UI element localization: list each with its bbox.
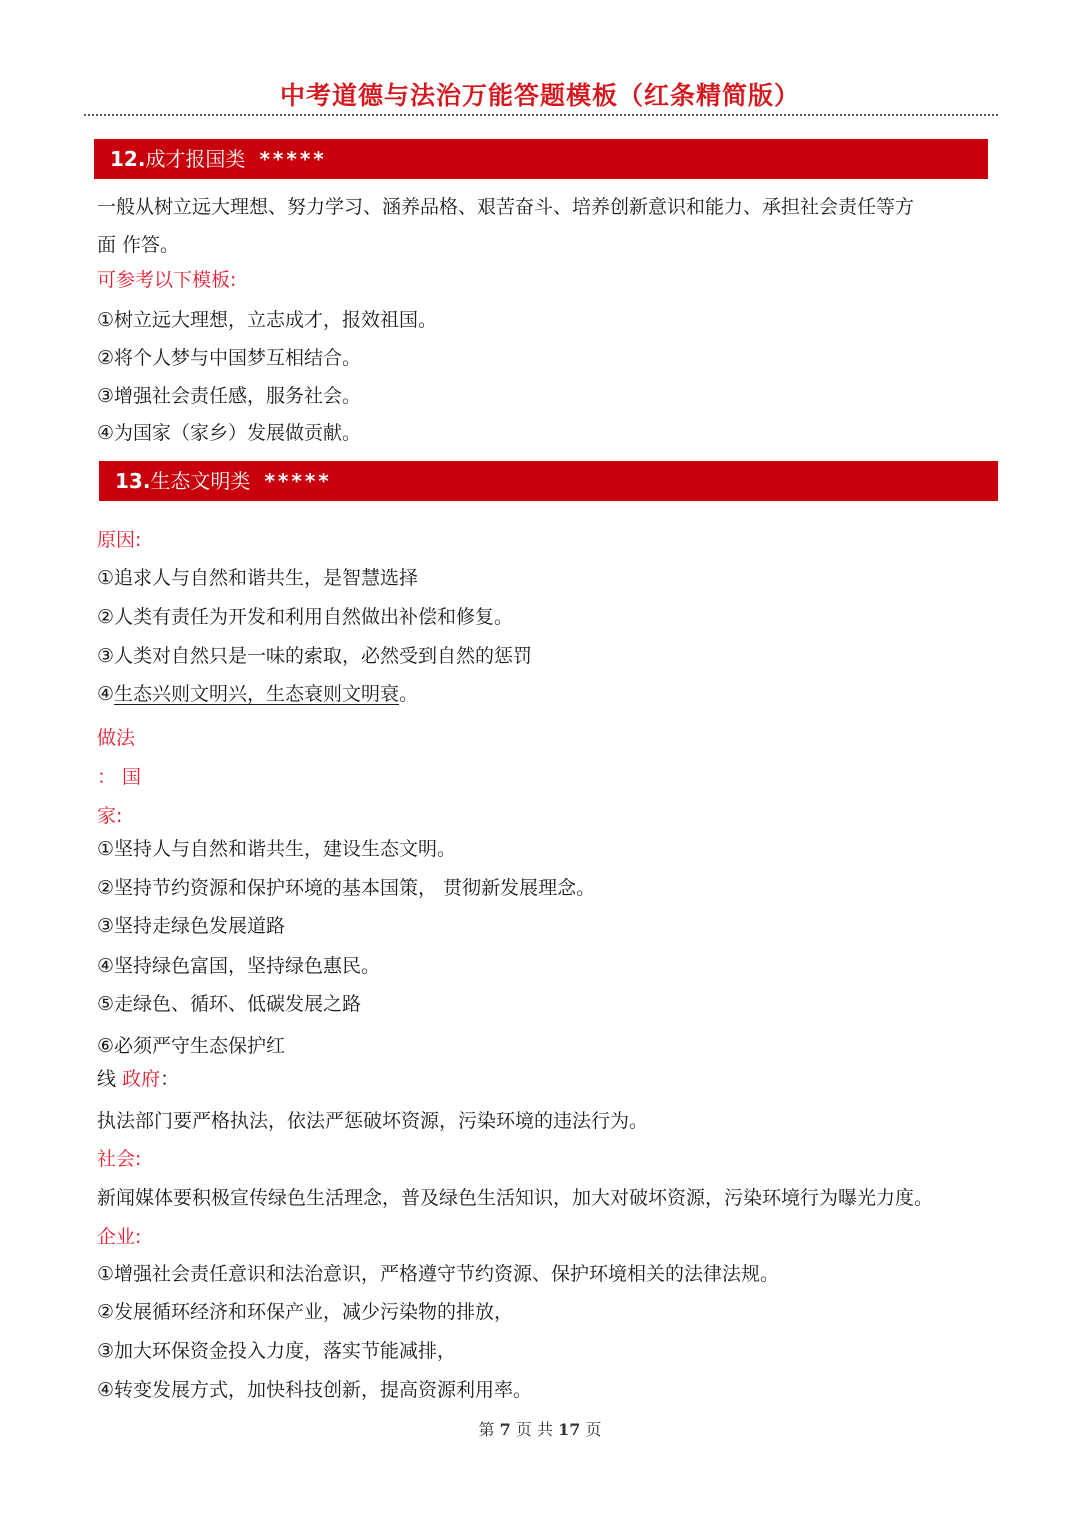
government-colon: ： — [160, 1068, 180, 1090]
section-12-item-3: ③增强社会责任感，服务社会。 — [97, 385, 362, 407]
state-item-5: ⑤走绿色、循环、低碳发展之路 — [97, 993, 362, 1015]
reason-item-1: ①追求人与自然和谐共生，是智慧选择 — [97, 567, 419, 589]
government-text: 执法部门要严格执法，依法严惩破坏资源，污染环境的违法行为。 — [97, 1110, 649, 1132]
section-12-template-label: 可参考以下模板: — [97, 269, 237, 291]
section-13-stars: ***** — [264, 469, 332, 493]
footer-prefix: 第 — [478, 1420, 495, 1439]
society-text: 新闻媒体要积极宣传绿色生活理念，普及绿色生活知识，加大对破坏资源，污染环境行为曝光力度。 — [97, 1187, 934, 1209]
footer-current-page: 7 — [499, 1420, 511, 1439]
footer-middle: 页 共 — [515, 1420, 553, 1439]
state-item-1: ①坚持人与自然和谐共生，建设生态文明。 — [97, 838, 457, 860]
method-label: 做法 — [97, 727, 136, 749]
section-13-number: 13. — [115, 469, 151, 493]
method-colon-line: ： 国 — [97, 766, 142, 788]
reason-label: 原因: — [97, 529, 142, 551]
government-heading — [97, 1062, 997, 1096]
state-item-2: ②坚持节约资源和保护环境的基本国策， 贯彻新发展理念。 — [97, 877, 596, 899]
state-item-3: ③坚持走绿色发展道路 — [97, 915, 286, 937]
section-12-item-1: ①树立远大理想，立志成才，报效祖国。 — [97, 309, 438, 331]
line-char: 线 — [97, 1068, 117, 1090]
header-divider — [84, 114, 998, 116]
footer-suffix: 页 — [585, 1420, 602, 1439]
section-12-intro-line1: 一般从树立远大理想、努力学习、涵养品格、艰苦奋斗、培养创新意识和能力、承担社会责任等方 — [97, 196, 915, 218]
reason-item-4 — [97, 677, 997, 711]
footer-total-pages: 17 — [558, 1420, 581, 1439]
section-12-item-2: ②将个人梦与中国梦互相结合。 — [97, 347, 362, 369]
government-label: 政府 — [122, 1068, 161, 1090]
reason-item-4-prefix: ④ — [97, 683, 115, 705]
enterprise-item-2: ②发展循环经济和环保产业，减少污染物的排放， — [97, 1301, 514, 1323]
society-label: 社会: — [97, 1148, 142, 1170]
reason-item-2: ②人类有责任为开发和利用自然做出补偿和修复。 — [97, 606, 514, 628]
reason-item-4-suffix: 。 — [399, 683, 419, 705]
section-13-header — [99, 461, 998, 501]
section-12-intro-line2: 面 作答。 — [97, 234, 180, 256]
section-12-item-4: ④为国家（家乡）发展做贡献。 — [97, 422, 362, 444]
enterprise-item-4: ④转变发展方式，加快科技创新，提高资源利用率。 — [97, 1379, 533, 1401]
enterprise-label: 企业: — [97, 1226, 142, 1248]
page-footer — [0, 1416, 1080, 1444]
state-label: 家: — [97, 805, 123, 827]
section-12-stars: ***** — [259, 147, 327, 171]
reason-item-3: ③人类对自然只是一味的索取，必然受到自然的惩罚 — [97, 645, 533, 667]
section-12-title: 成才报国类 — [145, 147, 246, 171]
reason-item-4-underlined: 生态兴则文明兴，生态衰则文明衰 — [114, 683, 400, 705]
state-item-4: ④坚持绿色富国，坚持绿色惠民。 — [97, 955, 381, 977]
enterprise-item-1: ①增强社会责任意识和法治意识，严格遵守节约资源、保护环境相关的法律法规。 — [97, 1263, 780, 1285]
section-12-number: 12. — [110, 147, 146, 171]
page-title: 中考道德与法治万能答题模板（红条精简版） — [279, 81, 800, 110]
section-13-title: 生态文明类 — [150, 469, 251, 493]
section-12-header — [94, 139, 988, 179]
enterprise-item-3: ③加大环保资金投入力度，落实节能减排， — [97, 1340, 457, 1362]
state-item-6: ⑥必须严守生态保护红 — [97, 1035, 286, 1057]
